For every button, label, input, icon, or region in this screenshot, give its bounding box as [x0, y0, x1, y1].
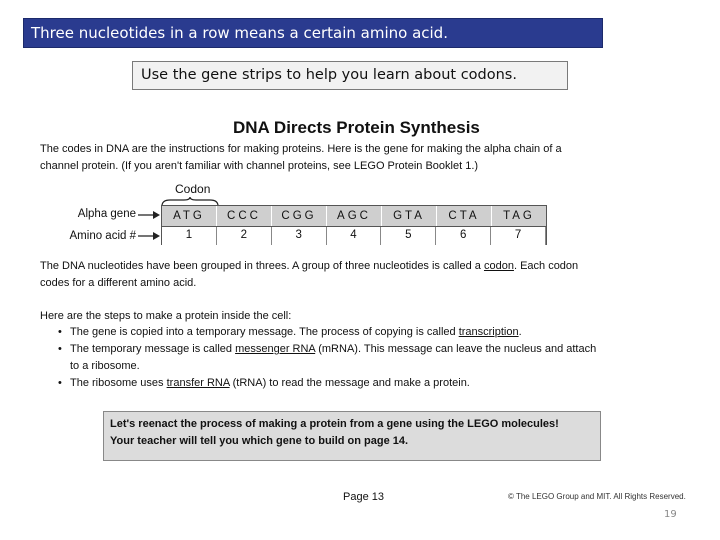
intro-line-2: channel protein. (If you aren't familiar with channel proteins, see LEGO Protein Booklet 1.) [40, 160, 479, 172]
codon-paragraph [40, 258, 680, 292]
copyright-text: © The LEGO Group and MIT. All Rights Reserved. [508, 492, 686, 501]
codon-cell: AGC [327, 206, 382, 226]
term-transcription: transcription [458, 326, 519, 338]
banner-text: Three nucleotides in a row means a certain amino acid. [31, 24, 448, 42]
codon-cell: CTA [437, 206, 492, 226]
amino-number-cell: 7 [491, 227, 546, 245]
list-item [58, 341, 678, 375]
term-codon: codon [483, 260, 514, 272]
amino-number-cell: 5 [381, 227, 436, 245]
text-span: . [518, 326, 522, 338]
amino-acid-label: Amino acid # [69, 230, 136, 242]
text-span: . Each codon [513, 260, 579, 272]
text-span: (tRNA) to read the message and make a protein. [229, 377, 470, 389]
text-span: The gene is copied into a temporary message. The process of copying is called [70, 326, 459, 338]
text-span: The temporary message is called [70, 343, 236, 355]
codon-cell: CGG [272, 206, 327, 226]
text-span: The DNA nucleotides have been grouped in threes. A group of three nucleotides is called a [40, 260, 484, 272]
list-item [58, 375, 678, 392]
codon-cell: GTA [382, 206, 437, 226]
page-label: Page 13 [343, 491, 384, 503]
steps-list [58, 324, 678, 392]
list-item [58, 324, 678, 341]
codon-paragraph-line-1 [40, 258, 680, 275]
document-title: DNA Directs Protein Synthesis [233, 118, 480, 137]
codon-cell: ATG [162, 206, 217, 226]
amino-number-cell: 1 [162, 227, 217, 245]
arrow-right-icon [138, 232, 160, 240]
intro-line-1: The codes in DNA are the instructions for making proteins. Here is the gene for making the alpha chain of a [40, 143, 562, 155]
text-span: (mRNA). This message can leave the nucleus and attach [315, 343, 597, 355]
amino-number-cell: 6 [436, 227, 491, 245]
slide-number: 19 [664, 509, 677, 520]
alpha-gene-label: Alpha gene [77, 208, 136, 220]
term-transfer-rna: transfer RNA [166, 377, 230, 389]
amino-number-row [162, 226, 546, 245]
codon-label: Codon [175, 182, 211, 196]
gene-table [161, 205, 547, 245]
amino-number-cell: 2 [217, 227, 272, 245]
amino-number-cell: 3 [272, 227, 327, 245]
text-span: The ribosome uses [70, 377, 167, 389]
codon-cell: TAG [503, 210, 535, 222]
callout-line-2: Your teacher will tell you which gene to build on page 14. [110, 435, 409, 447]
amino-number-cell: 4 [327, 227, 382, 245]
codon-paragraph-line-2: codes for a different amino acid. [40, 277, 197, 289]
callout-line-1: Let's reenact the process of making a protein from a gene using the LEGO molecules! [110, 418, 559, 430]
intro-paragraph [40, 141, 680, 175]
steps-intro: Here are the steps to make a protein inside the cell: [40, 310, 292, 322]
codon-row [162, 206, 546, 226]
arrow-right-icon [138, 211, 160, 219]
activity-callout [103, 411, 601, 461]
codon-cell: CCC [217, 206, 272, 226]
subnote-text: Use the gene strips to help you learn about codons. [141, 67, 517, 83]
term-messenger-rna: messenger RNA [235, 343, 316, 355]
text-span: to a ribosome. [70, 360, 140, 372]
